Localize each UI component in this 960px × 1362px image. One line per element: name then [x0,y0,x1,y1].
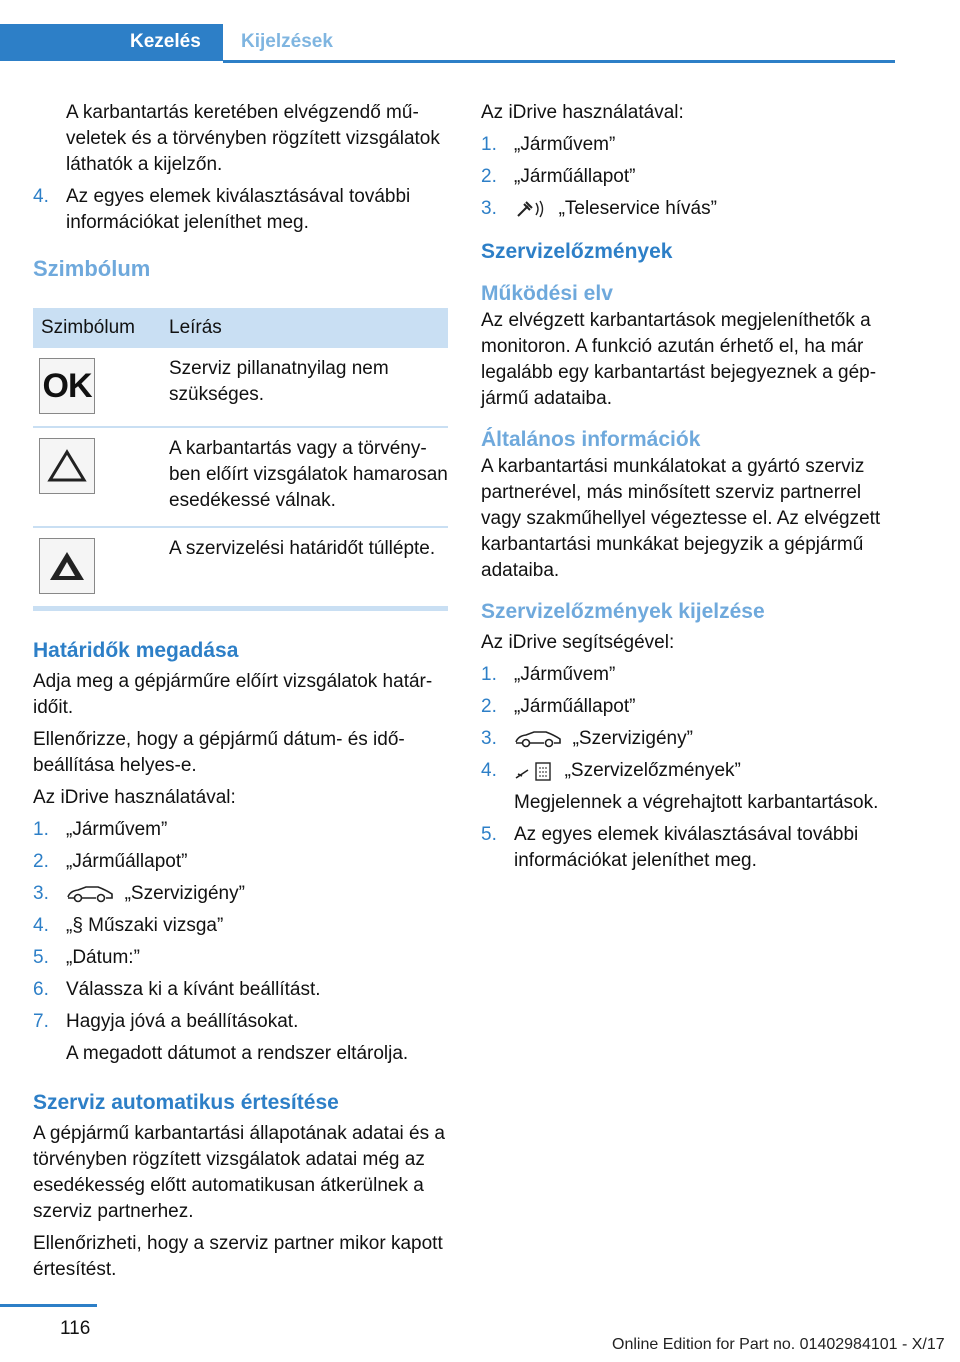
right-column [481,100,896,880]
list-number: 2. [481,166,497,187]
deadline-steps [33,817,448,1067]
footer-divider [0,1304,97,1307]
table-header-symbol: Szimbólum [33,308,161,348]
list-item [33,1009,448,1067]
deadlines-heading: Határidők megadása [33,639,239,662]
list-text: „Járművem” [66,819,168,840]
auto-paragraph: A gépjármű karbantartási állapotának adatai és a törvényben rögzített vizsgálatok adatai még az esedékesség előtt automatikusan átkerülnek a szerviz partnerhez. [33,1123,445,1222]
list-number: 4. [481,760,497,781]
list-item [33,184,448,236]
deadlines-paragraph: Adja meg a gépjárműre előírt vizsgálatok határidőit. [33,671,433,718]
table-header-desc: Leírás [161,308,448,348]
general-paragraph: A karbantartási munkálatokat a gyártó szerviz partnerével, más minősített szerviz partnerrel vagy szakműhellyel végeztesse el. Az elvégzett karbantartási munkákat bejegyzik a gépjármű adataiba. [481,456,881,581]
row-description: A szervizelési határidőt túllépte. [161,527,448,609]
list-number: 1. [481,134,497,155]
deadlines-paragraph: Ellenőrizze, hogy a gépjármű dátum- és időbeállítása helyes-e. [33,729,405,776]
header-tabs [0,24,895,61]
list-item [33,945,448,971]
edition-text: Online Edition for Part no. 01402984101 - X/17 [612,1336,945,1353]
list-item [481,662,896,688]
list-item [481,196,896,222]
deadlines-paragraph: Az iDrive használatával: [33,787,236,808]
row-description: Szerviz pillanatnyilag nem szükséges. [161,348,448,427]
table-row [33,427,448,527]
list-item [33,977,448,1003]
display-heading: Szervizelőzmények kijelzése [481,600,765,623]
page-number: 116 [60,1318,91,1339]
symbol-heading: Szimbólum [33,256,151,281]
car-icon [514,730,562,748]
overdue-triangle-icon [39,538,95,594]
list-number: 4. [33,915,49,936]
list-subtext: Megjelennek a végrehajtott karbantartások. [514,792,879,813]
list-number: 4. [33,186,49,207]
auto-paragraph: Ellenőrizheti, hogy a szerviz partner mikor kapott értesítést. [33,1233,443,1280]
list-text: „Szervizigény” [124,883,245,904]
list-text: Az egyes elemek kiválasztásával további információkat jeleníthet meg. [514,824,859,871]
list-item [481,726,896,752]
service-history-icon [514,760,554,782]
tab-kijelzesek-label: Kijelzések [241,31,333,52]
principle-paragraph: Az elvégzett karbantartások megjeleníthetők a monitoron. A funkció azután érhető el, ha már legalább egy karbantartást bejegyeznek a gépjármű adataiba. [481,310,877,409]
list-item [33,817,448,843]
list-number: 3. [481,728,497,749]
ok-icon [39,358,95,414]
list-item [33,913,448,939]
list-number: 5. [33,947,49,968]
list-item [33,849,448,875]
list-text: Válassza ki a kívánt beállítást. [66,979,321,1000]
list-text: „Járműállapot” [66,851,188,872]
history-steps [481,662,896,874]
row-description: A karbantartás vagy a törvényben előírt vizsgálatok hamarosan esedékessé válnak. [161,427,448,527]
principle-heading: Működési elv [481,282,613,305]
ok-icon-label: OK [42,367,92,405]
tab-kijelzesek[interactable] [223,24,895,61]
list-text: „Járművem” [514,134,616,155]
list-number: 2. [481,696,497,717]
intro-text: A karbantartás keretében elvégzendő műveletek és a törvényben rögzített vizsgálatok láthatók a kijelzőn. [66,102,440,175]
list-item [481,822,896,874]
tab-kezeles[interactable] [0,24,223,61]
table-row [33,527,448,609]
list-text: „§ Műszaki vizsga” [66,915,224,936]
list-number: 1. [33,819,49,840]
car-icon [66,885,114,903]
teleservice-icon [514,199,548,219]
list-number: 5. [481,824,497,845]
list-text: „Szervizigény” [572,728,693,749]
list-text: „Járműállapot” [514,696,636,717]
list-number: 2. [33,851,49,872]
list-number: 3. [481,198,497,219]
list-text: „Járművem” [514,664,616,685]
tab-kezeles-label: Kezelés [130,31,201,52]
list-number: 7. [33,1011,49,1032]
list-text: Az egyes elemek kiválasztásával további információkat jeleníthet meg. [66,186,411,233]
list-number: 3. [33,883,49,904]
warning-triangle-icon [39,438,95,494]
symbol-table [33,308,448,611]
list-item [481,758,896,816]
teleservice-steps [481,132,896,222]
list-text: „Járműállapot” [514,166,636,187]
list-item [481,164,896,190]
general-heading: Általános információk [481,428,701,451]
intro-list [33,184,448,236]
list-text: „Teleservice hívás” [558,198,717,219]
left-column [33,100,448,1289]
list-number: 1. [481,664,497,685]
table-row [33,348,448,427]
list-number: 6. [33,979,49,1000]
list-item [481,132,896,158]
idrive-text: Az iDrive használatával: [481,102,684,123]
list-text: Hagyja jóvá a beállításokat. [66,1011,299,1032]
list-text: „Szervizelőzmények” [564,760,741,781]
header-divider [223,60,895,63]
history-heading: Szervizelőzmények [481,240,673,263]
list-text: „Dátum:” [66,947,140,968]
auto-heading: Szerviz automatikus értesítése [33,1091,339,1114]
list-item [481,694,896,720]
display-paragraph: Az iDrive segítségével: [481,632,675,653]
list-subtext: A megadott dátumot a rendszer eltárolja. [66,1043,409,1064]
list-item [33,881,448,907]
